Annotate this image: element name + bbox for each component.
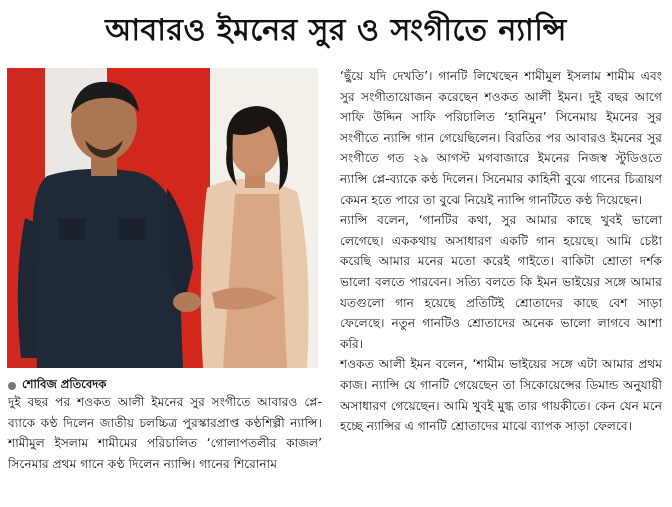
body-paragraph-2: ন্যান্সি বলেন, ‘গানটির কথা, সুর আমার কাছে খুবই ভালো লেগেছে। এককথায় অসাধারণ একটি গান হয়েছে। আমি চেষ্টা করেছি আমার মনের মতো করেই গাইতে। বাকিটা শ্রোতা দর্শক ভালো বলতে পারবেন। সত্যি বলতে কি ইমন ভাইয়ের সঙ্গে আমার যতগুলো গান হয়েছে প্রতিটিই শ্রোতাদের কাছে বেশ সাড়া ফেলেছে। নতুন গানটিও শ্রোতাদের অনেক ভালো লাগবে আশা করি। <box>340 213 662 351</box>
byline-bullet-icon <box>8 382 16 390</box>
intro-paragraph: দুই বছর পর শওকত আলী ইমনের সুর সংগীতে আবারও প্লে-ব্যাকে কণ্ঠ দিলেন জাতীয় চলচ্চিত্র পুরস্কারপ্রাপ্ত কণ্ঠশিল্পী ন্যান্সি। শামীমুল ইসলাম শামীমের পরিচালিত ‘গোলাপতলীর কাজল’ সিনেমার প্রথম গানে কণ্ঠ দিলেন ন্যান্সি। গানের শিরোনাম <box>8 395 322 471</box>
body-paragraph-3: শওকত আলী ইমন বলেন, ‘শামীম ভাইয়ের সঙ্গে এটা আমার প্রথম কাজ। ন্যান্সি যে গানটি গেয়েছেন তা সিকোয়েন্সের ডিমান্ড অনুযায়ী অসাধারণ গেয়েছেন। আমি খুবই মুগ্ধ তার গায়কীতে। কেন যেন মনে হচ্ছে ন্যান্সির এ গানটি শ্রোতাদের মাঝে ব্যাপক সাড়া ফেলবে। <box>340 357 662 434</box>
article-photo <box>7 68 318 368</box>
article-right-column <box>340 66 662 437</box>
body-paragraph-1: ‘ছুঁয়ে যদি দেখতি’। গানটি লিখেছেন শামীমুল ইসলাম শামীম এবং সুর সংগীতায়োজন করেছেন শওকত আলী ইমন। দুই বছর আগে সাফি উদ্দিন সাফি পরিচালিত ‘হানিমুন’ সিনেমায় ইমনের সুর সংগীতে ন্যান্সি গান গেয়েছিলেন। বিরতির পর আবারও ইমনের সুর সংগীতে গত ২৯ আগস্ট মগবাজারে ইমনের নিজস্ব স্টুডিওতে ন্যান্সি প্লে-ব্যাকে কণ্ঠ দিলেন। সিনেমার কাহিনী বুঝে গানের চিত্রায়ণ কেমন হতে পারে তা বুঝে নিয়েই ন্যান্সি গানটিতে কণ্ঠ দিয়েছেন। <box>340 69 662 207</box>
byline-text: শোবিজ প্রতিবেদক <box>22 377 107 391</box>
headline: আবারও ইমনের সুর ও সংগীতে ন্যান্সি <box>105 12 567 48</box>
article-left-column <box>8 392 322 474</box>
